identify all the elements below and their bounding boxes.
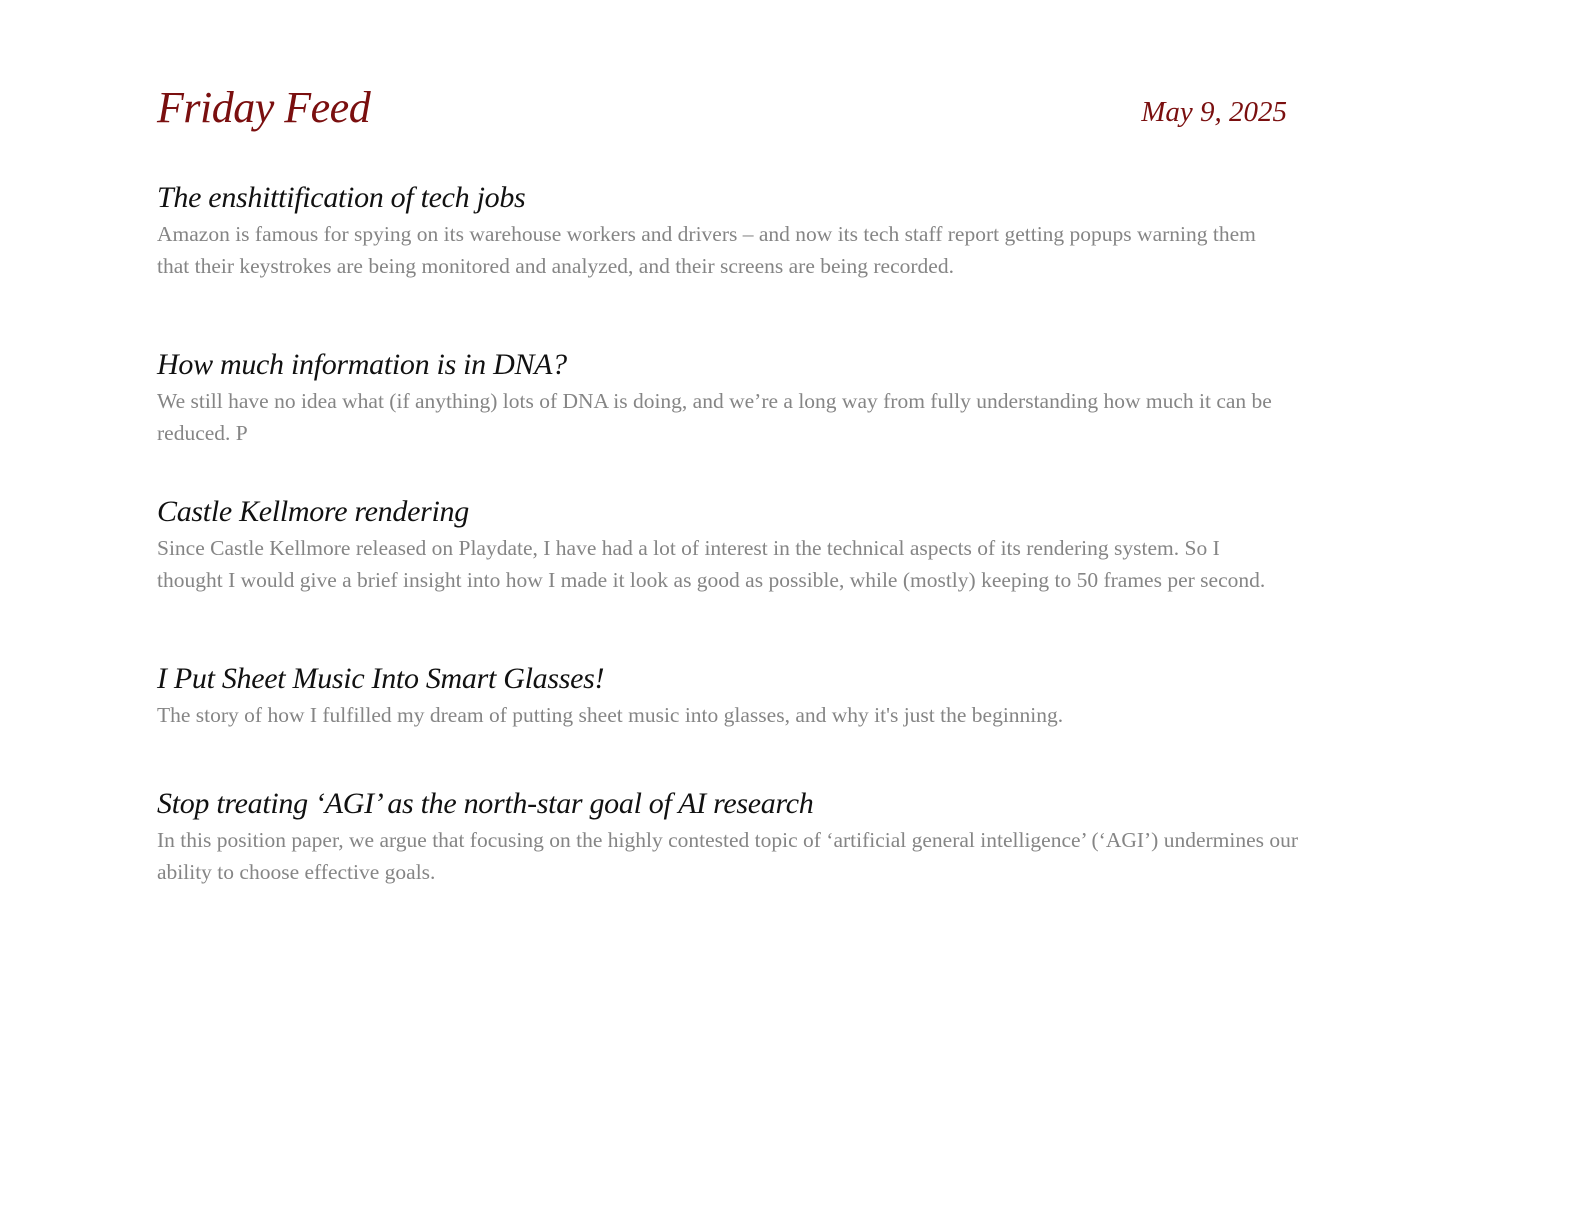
feed-item (157, 786, 1337, 888)
item-summary: The story of how I fulfilled my dream of putting sheet music into glasses, and why it's just the beginning. (157, 703, 1064, 727)
feed-item (157, 347, 1337, 449)
feed-title: Friday Feed (157, 83, 371, 132)
item-title-link[interactable]: How much information is in DNA? (157, 348, 567, 381)
feed-date: May 9, 2025 (1141, 96, 1287, 128)
feed-item (157, 180, 1337, 282)
item-title-link[interactable]: The enshittification of tech jobs (157, 181, 526, 214)
item-title-link[interactable]: I Put Sheet Music Into Smart Glasses! (157, 662, 605, 695)
item-summary: Amazon is famous for spying on its warehouse workers and drivers – and now its tech staff report getting popups warning them that their keystrokes are being monitored and analyzed, and their screens are being recorded. (157, 222, 1256, 278)
item-summary: We still have no idea what (if anything) lots of DNA is doing, and we’re a long way from fully understanding how much it can be reduced. P (157, 389, 1272, 445)
item-title-link[interactable]: Stop treating ‘AGI’ as the north-star goal of AI research (157, 787, 814, 820)
item-summary: In this position paper, we argue that focusing on the highly contested topic of ‘artificial general intelligence’ (‘AGI’) undermines our ability to choose effective goals. (157, 828, 1299, 884)
item-summary: Since Castle Kellmore released on Playdate, I have had a lot of interest in the technical aspects of its rendering system. So I thought I would give a brief insight into how I made it look as good as possible, while (mostly) keeping to 50 frames per second. (157, 536, 1266, 592)
feed-header (157, 80, 1287, 140)
item-title-link[interactable]: Castle Kellmore rendering (157, 495, 469, 528)
feed-item (157, 494, 1337, 596)
feed-item (157, 661, 1337, 731)
